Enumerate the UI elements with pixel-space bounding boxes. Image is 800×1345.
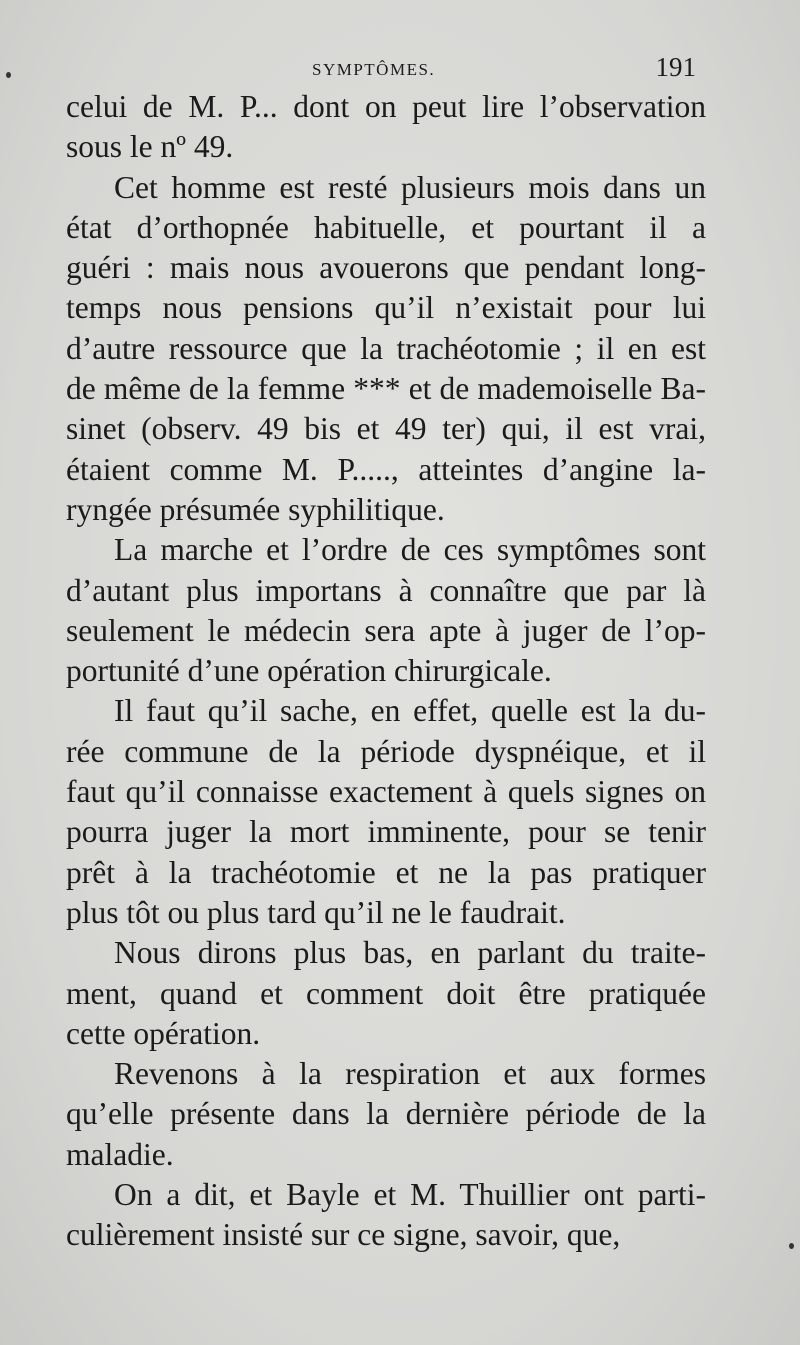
paragraph [66, 933, 706, 1054]
text-line: guéri : mais nous avouerons que pendant long- [66, 250, 706, 286]
paragraph [66, 87, 706, 168]
page-header [66, 52, 696, 86]
text-line: d’autre ressource que la trachéotomie ; il en est [66, 330, 706, 366]
text-line: seulement le médecin sera apte à juger de l’op- [66, 612, 706, 648]
text-line: ment, quand et comment doit être pratiquée [66, 975, 706, 1011]
text-line: portunité d’une opération chirurgicale. [66, 653, 552, 689]
text-line: La marche et l’ordre de ces symptômes sont [114, 532, 706, 568]
body-text [66, 87, 706, 1256]
text-line: sous le nº 49. [66, 129, 234, 165]
ink-speck [789, 1243, 794, 1249]
text-line: Nous dirons plus bas, en parlant du traite- [114, 935, 706, 971]
text-line: cette opération. [66, 1015, 261, 1051]
page-number: 191 [655, 52, 696, 82]
text-line: d’autant plus importans à connaître que par là [66, 572, 706, 608]
text-line: de même de la femme *** et de mademoiselle Ba- [66, 371, 706, 407]
text-line: Cet homme est resté plusieurs mois dans un [114, 169, 706, 205]
text-line: culièrement insisté sur ce signe, savoir, que, [66, 1217, 621, 1253]
ink-speck [6, 72, 11, 78]
running-head: SYMPTÔMES. [312, 60, 436, 79]
text-line: état d’orthopnée habituelle, et pourtant il a [66, 209, 706, 245]
text-line: plus tôt ou plus tard qu’il ne le faudrait. [66, 894, 566, 930]
text-line: rée commune de la période dyspnéique, et il [66, 733, 706, 769]
text-line: celui de M. P... dont on peut lire l’observation [66, 89, 706, 124]
paragraph [66, 1175, 706, 1256]
text-line: On a dit, et Bayle et M. Thuillier ont parti- [114, 1177, 706, 1213]
paragraph [66, 1054, 706, 1175]
text-line: ryngée présumée syphilitique. [66, 491, 445, 527]
text-line: qu’elle présente dans la dernière période de la [66, 1096, 706, 1132]
text-line: maladie. [66, 1136, 174, 1172]
text-line: sinet (observ. 49 bis et 49 ter) qui, il est vrai, [66, 411, 706, 447]
text-line: prêt à la trachéotomie et ne la pas pratiquer [66, 854, 706, 890]
paragraph [66, 530, 706, 691]
text-line: pourra juger la mort imminente, pour se tenir [66, 814, 706, 850]
paragraph [66, 691, 706, 933]
text-line: temps nous pensions qu’il n’existait pour lui [66, 290, 706, 326]
paragraph [66, 168, 706, 531]
text-line: Revenons à la respiration et aux formes [114, 1056, 706, 1092]
text-line: étaient comme M. P....., atteintes d’angine la- [66, 451, 706, 487]
text-line: faut qu’il connaisse exactement à quels signes on [66, 774, 706, 810]
text-line: Il faut qu’il sache, en effet, quelle est la du- [114, 693, 706, 729]
